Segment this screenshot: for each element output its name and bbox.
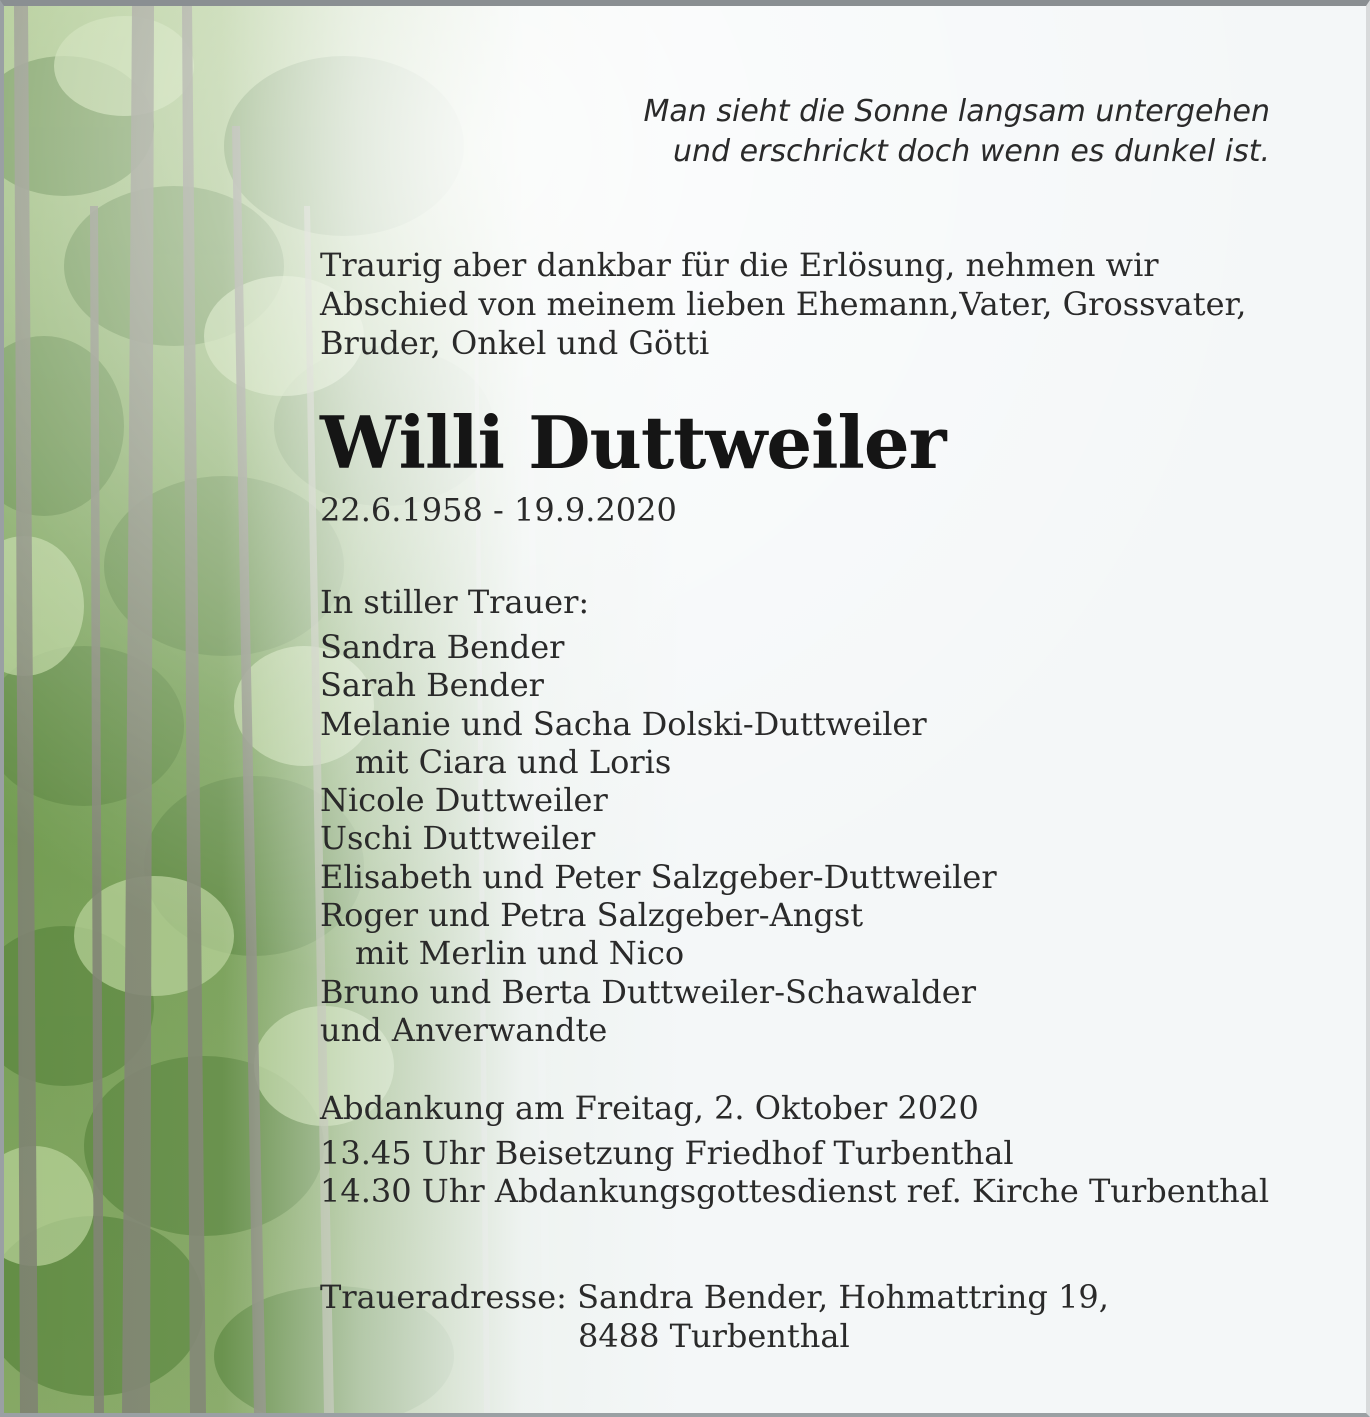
mourner-line: Sandra Bender: [320, 628, 565, 666]
obituary-text: [4, 6, 1370, 1413]
intro-line: Bruder, Onkel und Götti: [320, 324, 710, 362]
address-line: 8488 Turbenthal: [578, 1317, 850, 1355]
ceremony-line: 13.45 Uhr Beisetzung Friedhof Turbenthal: [320, 1134, 1014, 1172]
ceremony-line: 14.30 Uhr Abdankungsgottesdienst ref. Kirche Turbenthal: [320, 1172, 1270, 1210]
deceased-name: Willi Duttweiler: [320, 400, 946, 485]
mourner-line: mit Merlin und Nico: [355, 934, 685, 973]
mourning-address: [320, 1278, 1330, 1356]
mourner-line: Melanie und Sacha Dolski-Duttweiler: [320, 704, 927, 743]
mourner-line: Bruno und Berta Duttweiler-Schawalder: [320, 972, 976, 1011]
quote-line: Man sieht die Sonne langsam untergehen: [643, 94, 1270, 129]
mourners-heading: In stiller Trauer:: [320, 583, 590, 621]
mourner-line: und Anverwandte: [320, 1010, 608, 1049]
mourner-line: Elisabeth und Peter Salzgeber-Duttweiler: [320, 857, 997, 896]
mourner-line: mit Ciara und Loris: [355, 742, 672, 781]
mourner-line: Roger und Petra Salzgeber-Angst: [320, 896, 864, 935]
quote-line: und erschrickt doch wenn es dunkel ist.: [672, 134, 1270, 169]
intro-line: Traurig aber dankbar für die Erlösung, nehmen wir: [320, 246, 1159, 284]
mourners-list: [320, 582, 1330, 1049]
intro-line: Abschied von meinem lieben Ehemann,Vater, Grossvater,: [320, 285, 1247, 323]
address-line: Traueradresse: Sandra Bender, Hohmattring 19,: [320, 1278, 1109, 1316]
intro-text: [320, 246, 1330, 363]
mourner-line: Uschi Duttweiler: [320, 819, 596, 858]
ceremony-heading: Abdankung am Freitag, 2. Oktober 2020: [320, 1089, 979, 1127]
memorial-quote: [550, 92, 1270, 172]
ceremony-details: [320, 1088, 1330, 1210]
mourner-line: Nicole Duttweiler: [320, 781, 608, 820]
life-dates: 22.6.1958 - 19.9.2020: [320, 491, 677, 529]
mourner-line: Sarah Bender: [320, 666, 544, 705]
